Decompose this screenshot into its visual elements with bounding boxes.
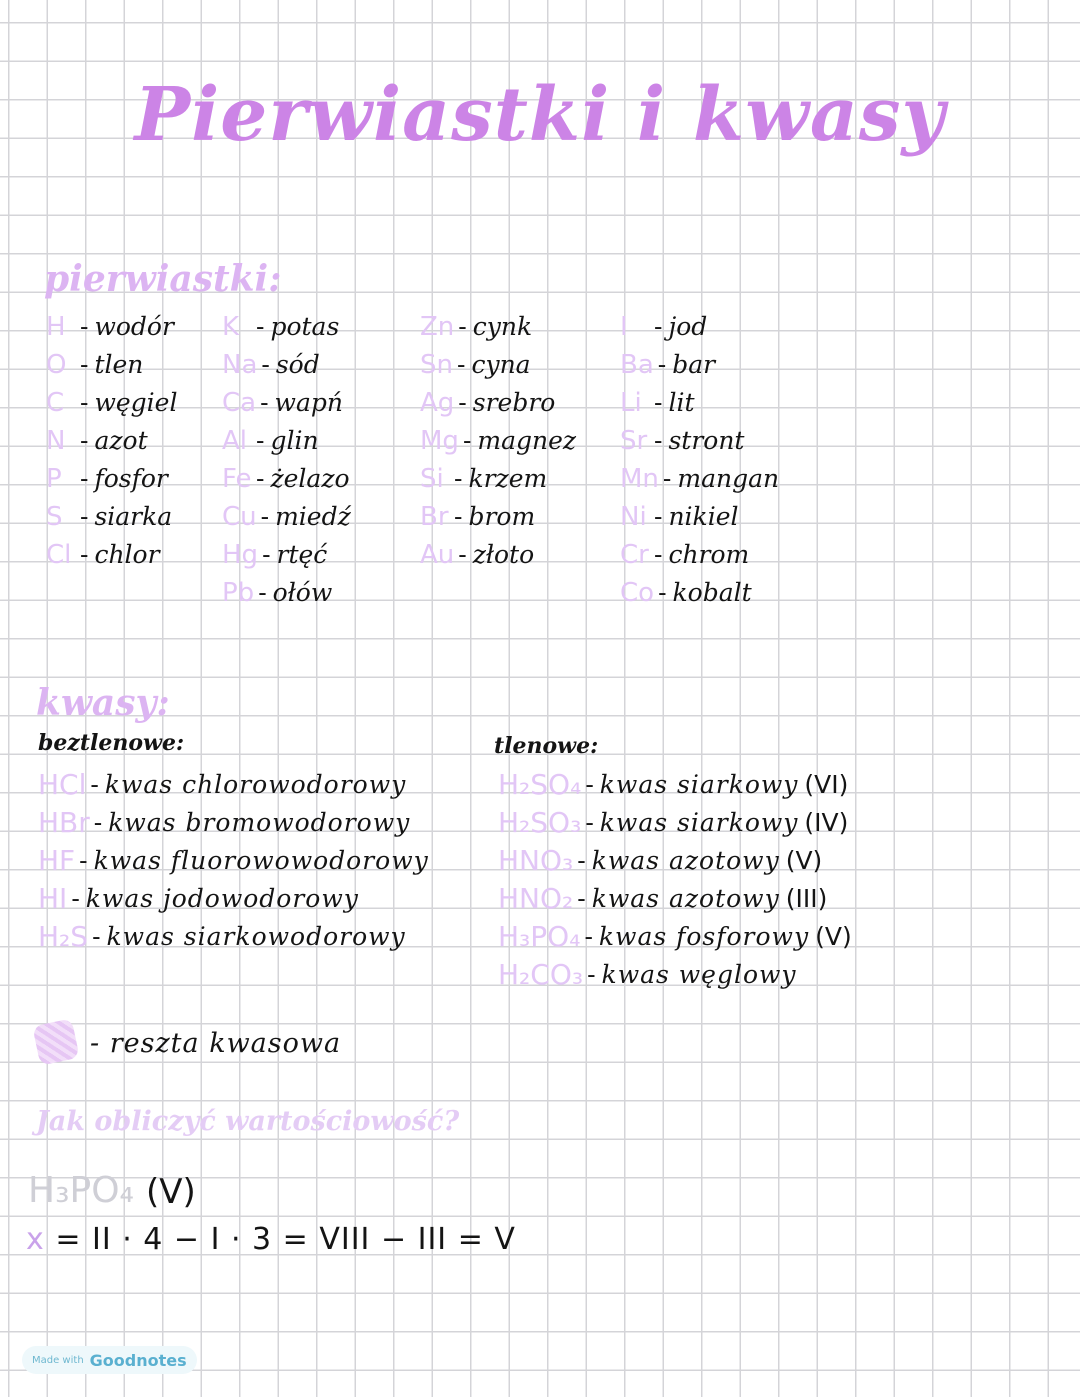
element-row xyxy=(222,384,351,422)
dash: - xyxy=(462,426,472,455)
acid-formula: H₂SO₄ xyxy=(498,768,582,801)
element-row xyxy=(222,346,351,384)
dash: - xyxy=(80,502,89,531)
element-symbol: P xyxy=(46,464,62,494)
element-symbol: Li xyxy=(620,388,642,418)
element-row xyxy=(620,460,779,498)
acid-row xyxy=(498,842,852,880)
element-symbol: N xyxy=(46,426,66,456)
element-symbol: Mg xyxy=(420,426,459,456)
element-row xyxy=(620,308,779,346)
element-row xyxy=(46,422,177,460)
acid-formula: HCl xyxy=(38,768,87,801)
valence-question: Jak obliczyć wartościowość? xyxy=(36,1106,460,1137)
dash: - xyxy=(654,426,663,455)
oxygen-free-acid-list xyxy=(38,766,429,956)
element-name: miedź xyxy=(275,502,351,531)
element-row xyxy=(46,498,177,536)
dash: - xyxy=(80,464,89,493)
dash: - xyxy=(577,846,586,875)
element-symbol: Cl xyxy=(46,540,72,570)
dash: - xyxy=(260,502,270,531)
element-name: żelazo xyxy=(270,464,350,493)
acid-valence: (VI) xyxy=(804,770,849,799)
dash: - xyxy=(80,540,89,569)
dash: - xyxy=(654,540,663,569)
element-symbol: Co xyxy=(620,578,655,608)
dash: - xyxy=(585,808,594,837)
element-name: lit xyxy=(668,388,695,417)
dash: - xyxy=(262,540,271,569)
acid-name: kwas chlorowodorowy xyxy=(104,770,407,799)
element-row xyxy=(46,346,177,384)
element-name: kobalt xyxy=(672,578,752,607)
dash: - xyxy=(80,312,89,341)
element-symbol: Zn xyxy=(420,312,455,342)
dash: - xyxy=(585,770,594,799)
element-name: sód xyxy=(275,350,320,379)
element-name: cyna xyxy=(471,350,531,379)
page-title: Pierwiastki i kwasy xyxy=(134,72,946,158)
element-symbol: C xyxy=(46,388,65,418)
element-row xyxy=(222,308,351,346)
acid-row xyxy=(498,956,852,994)
element-row xyxy=(46,384,177,422)
element-symbol: Ni xyxy=(620,502,647,532)
dash: - xyxy=(79,846,88,875)
elements-heading: pierwiastki: xyxy=(44,258,282,300)
element-name: stront xyxy=(668,426,745,455)
calc-expression: = II · 4 − I · 3 = VIII − III = V xyxy=(55,1222,516,1257)
element-symbol: Sn xyxy=(420,350,453,380)
element-row xyxy=(222,460,351,498)
acid-formula: H₂CO₃ xyxy=(498,958,584,991)
element-symbol: Cr xyxy=(620,540,649,570)
dash: - xyxy=(71,884,80,913)
acids-heading: kwasy: xyxy=(36,682,170,724)
elements-column-1 xyxy=(46,308,177,574)
element-row xyxy=(222,536,351,574)
element-name: wapń xyxy=(274,388,343,417)
elements-column-2 xyxy=(222,308,351,612)
element-symbol: Cu xyxy=(222,502,257,532)
dash: - xyxy=(654,312,663,341)
element-symbol: Au xyxy=(420,540,455,570)
dash: - xyxy=(654,388,663,417)
element-symbol: Fe xyxy=(222,464,252,494)
dash: - xyxy=(458,312,467,341)
element-row xyxy=(420,422,576,460)
element-row xyxy=(620,346,779,384)
element-row xyxy=(420,460,576,498)
acid-formula: HBr xyxy=(38,806,90,839)
acid-residue-swatch xyxy=(32,1018,79,1065)
acid-valence: (III) xyxy=(785,884,828,913)
acid-row xyxy=(498,880,852,918)
acid-row xyxy=(498,918,852,956)
acid-name: kwas węglowy xyxy=(601,960,797,989)
element-symbol: K xyxy=(222,312,240,342)
dash: - xyxy=(80,426,89,455)
dash: - xyxy=(261,350,270,379)
dash: - xyxy=(92,922,101,951)
dash: - xyxy=(584,922,593,951)
element-name: tlen xyxy=(94,350,144,379)
element-row xyxy=(620,422,779,460)
oxygen-acid-list xyxy=(498,766,852,994)
element-name: azot xyxy=(94,426,148,455)
element-name: mangan xyxy=(677,464,780,493)
element-name: brom xyxy=(468,502,536,531)
element-name: wodór xyxy=(94,312,174,341)
element-row xyxy=(46,460,177,498)
element-symbol: Al xyxy=(222,426,248,456)
acid-row xyxy=(38,918,429,956)
element-row xyxy=(222,574,351,612)
elements-column-3 xyxy=(420,308,576,574)
dash: - xyxy=(657,350,667,379)
dash: - xyxy=(662,464,672,493)
acid-name: kwas fosforowy xyxy=(598,922,810,951)
element-row xyxy=(420,536,576,574)
acid-name: kwas siarkowodorowy xyxy=(106,922,406,951)
calc-valence: (V) xyxy=(146,1172,196,1212)
acid-name: kwas jodowodorowy xyxy=(85,884,359,913)
element-name: ołów xyxy=(272,578,333,607)
element-name: jod xyxy=(668,312,708,341)
calc-formula: H₃PO₄ xyxy=(28,1170,134,1211)
acid-row xyxy=(38,842,429,880)
element-symbol: Si xyxy=(420,464,444,494)
oxygen-free-heading: beztlenowe: xyxy=(38,730,185,756)
dash: - xyxy=(458,540,467,569)
element-symbol: Hg xyxy=(222,540,259,570)
dash: - xyxy=(93,808,103,837)
acid-formula: HI xyxy=(38,882,68,915)
element-row xyxy=(420,308,576,346)
dash: - xyxy=(256,464,265,493)
element-name: cynk xyxy=(472,312,533,341)
acid-row xyxy=(38,766,429,804)
element-symbol: Br xyxy=(420,502,449,532)
element-name: siarka xyxy=(94,502,173,531)
element-row xyxy=(620,498,779,536)
element-row xyxy=(420,498,576,536)
dash: - xyxy=(587,960,596,989)
goodnotes-badge[interactable] xyxy=(22,1346,197,1374)
element-row xyxy=(222,422,351,460)
element-name: nikiel xyxy=(668,502,739,531)
element-symbol: S xyxy=(46,502,63,532)
element-name: węgiel xyxy=(94,388,178,417)
acid-valence: (V) xyxy=(815,922,852,951)
badge-made-with: Made with xyxy=(32,1354,84,1366)
element-name: glin xyxy=(270,426,319,455)
element-name: chlor xyxy=(94,540,160,569)
acid-row xyxy=(38,880,429,918)
acid-formula: H₃PO₄ xyxy=(498,920,581,953)
acid-name: kwas bromowodorowy xyxy=(108,808,411,837)
badge-brand: Goodnotes xyxy=(89,1350,187,1370)
elements-column-4 xyxy=(620,308,779,612)
dash: - xyxy=(256,312,265,341)
element-name: złoto xyxy=(472,540,535,569)
dash: - xyxy=(90,770,99,799)
dash: - xyxy=(654,502,663,531)
acid-name: kwas siarkowy xyxy=(599,808,799,837)
element-name: chrom xyxy=(668,540,750,569)
acid-row xyxy=(498,766,852,804)
acid-residue-text: reszta kwasowa xyxy=(109,1028,342,1059)
dash: - xyxy=(80,388,89,417)
element-row xyxy=(620,574,779,612)
dash: - xyxy=(454,464,463,493)
oxygen-heading: tlenowe: xyxy=(494,733,599,759)
acid-name: kwas azotowy xyxy=(591,884,780,913)
element-name: bar xyxy=(672,350,716,379)
element-symbol: Ba xyxy=(620,350,654,380)
element-name: potas xyxy=(270,312,340,341)
element-symbol: Sr xyxy=(620,426,648,456)
element-name: krzem xyxy=(468,464,548,493)
acid-formula: H₂S xyxy=(38,920,89,953)
element-name: rtęć xyxy=(276,540,328,569)
element-name: fosfor xyxy=(94,464,168,493)
dash: - xyxy=(260,388,269,417)
element-symbol: I xyxy=(620,312,628,342)
dash: - xyxy=(458,388,467,417)
calc-line xyxy=(26,1222,516,1257)
dash: - xyxy=(258,578,267,607)
dash: - xyxy=(80,350,89,379)
acid-formula: HNO₃ xyxy=(498,844,574,877)
acid-valence: (IV) xyxy=(804,808,849,837)
dash: - xyxy=(256,426,265,455)
element-symbol: Mn xyxy=(620,464,659,494)
element-symbol: Ca xyxy=(222,388,257,418)
calc-x: x xyxy=(26,1222,45,1257)
acid-valence: (V) xyxy=(785,846,823,875)
element-row xyxy=(222,498,351,536)
element-symbol: O xyxy=(46,350,67,380)
acid-row xyxy=(498,804,852,842)
dash: - xyxy=(577,884,586,913)
element-symbol: H xyxy=(46,312,66,342)
element-row xyxy=(620,536,779,574)
dash: - xyxy=(456,350,466,379)
element-symbol: Na xyxy=(222,350,258,380)
acid-formula: H₂SO₃ xyxy=(498,806,582,839)
acid-name: kwas fluorowowodorowy xyxy=(93,846,429,875)
element-name: magnez xyxy=(477,426,577,455)
element-row xyxy=(46,536,177,574)
element-name: srebro xyxy=(472,388,556,417)
element-row xyxy=(620,384,779,422)
acid-name: kwas azotowy xyxy=(591,846,780,875)
element-row xyxy=(420,346,576,384)
element-row xyxy=(46,308,177,346)
element-symbol: Ag xyxy=(420,388,455,418)
acid-formula: HF xyxy=(38,844,76,877)
dash: - xyxy=(658,578,667,607)
element-row xyxy=(420,384,576,422)
acid-residue-label: - reszta kwasowa xyxy=(90,1028,342,1059)
acid-name: kwas siarkowy xyxy=(599,770,799,799)
acid-row xyxy=(38,804,429,842)
dash: - xyxy=(454,502,463,531)
acid-formula: HNO₂ xyxy=(498,882,574,915)
element-symbol: Pb xyxy=(222,578,255,608)
